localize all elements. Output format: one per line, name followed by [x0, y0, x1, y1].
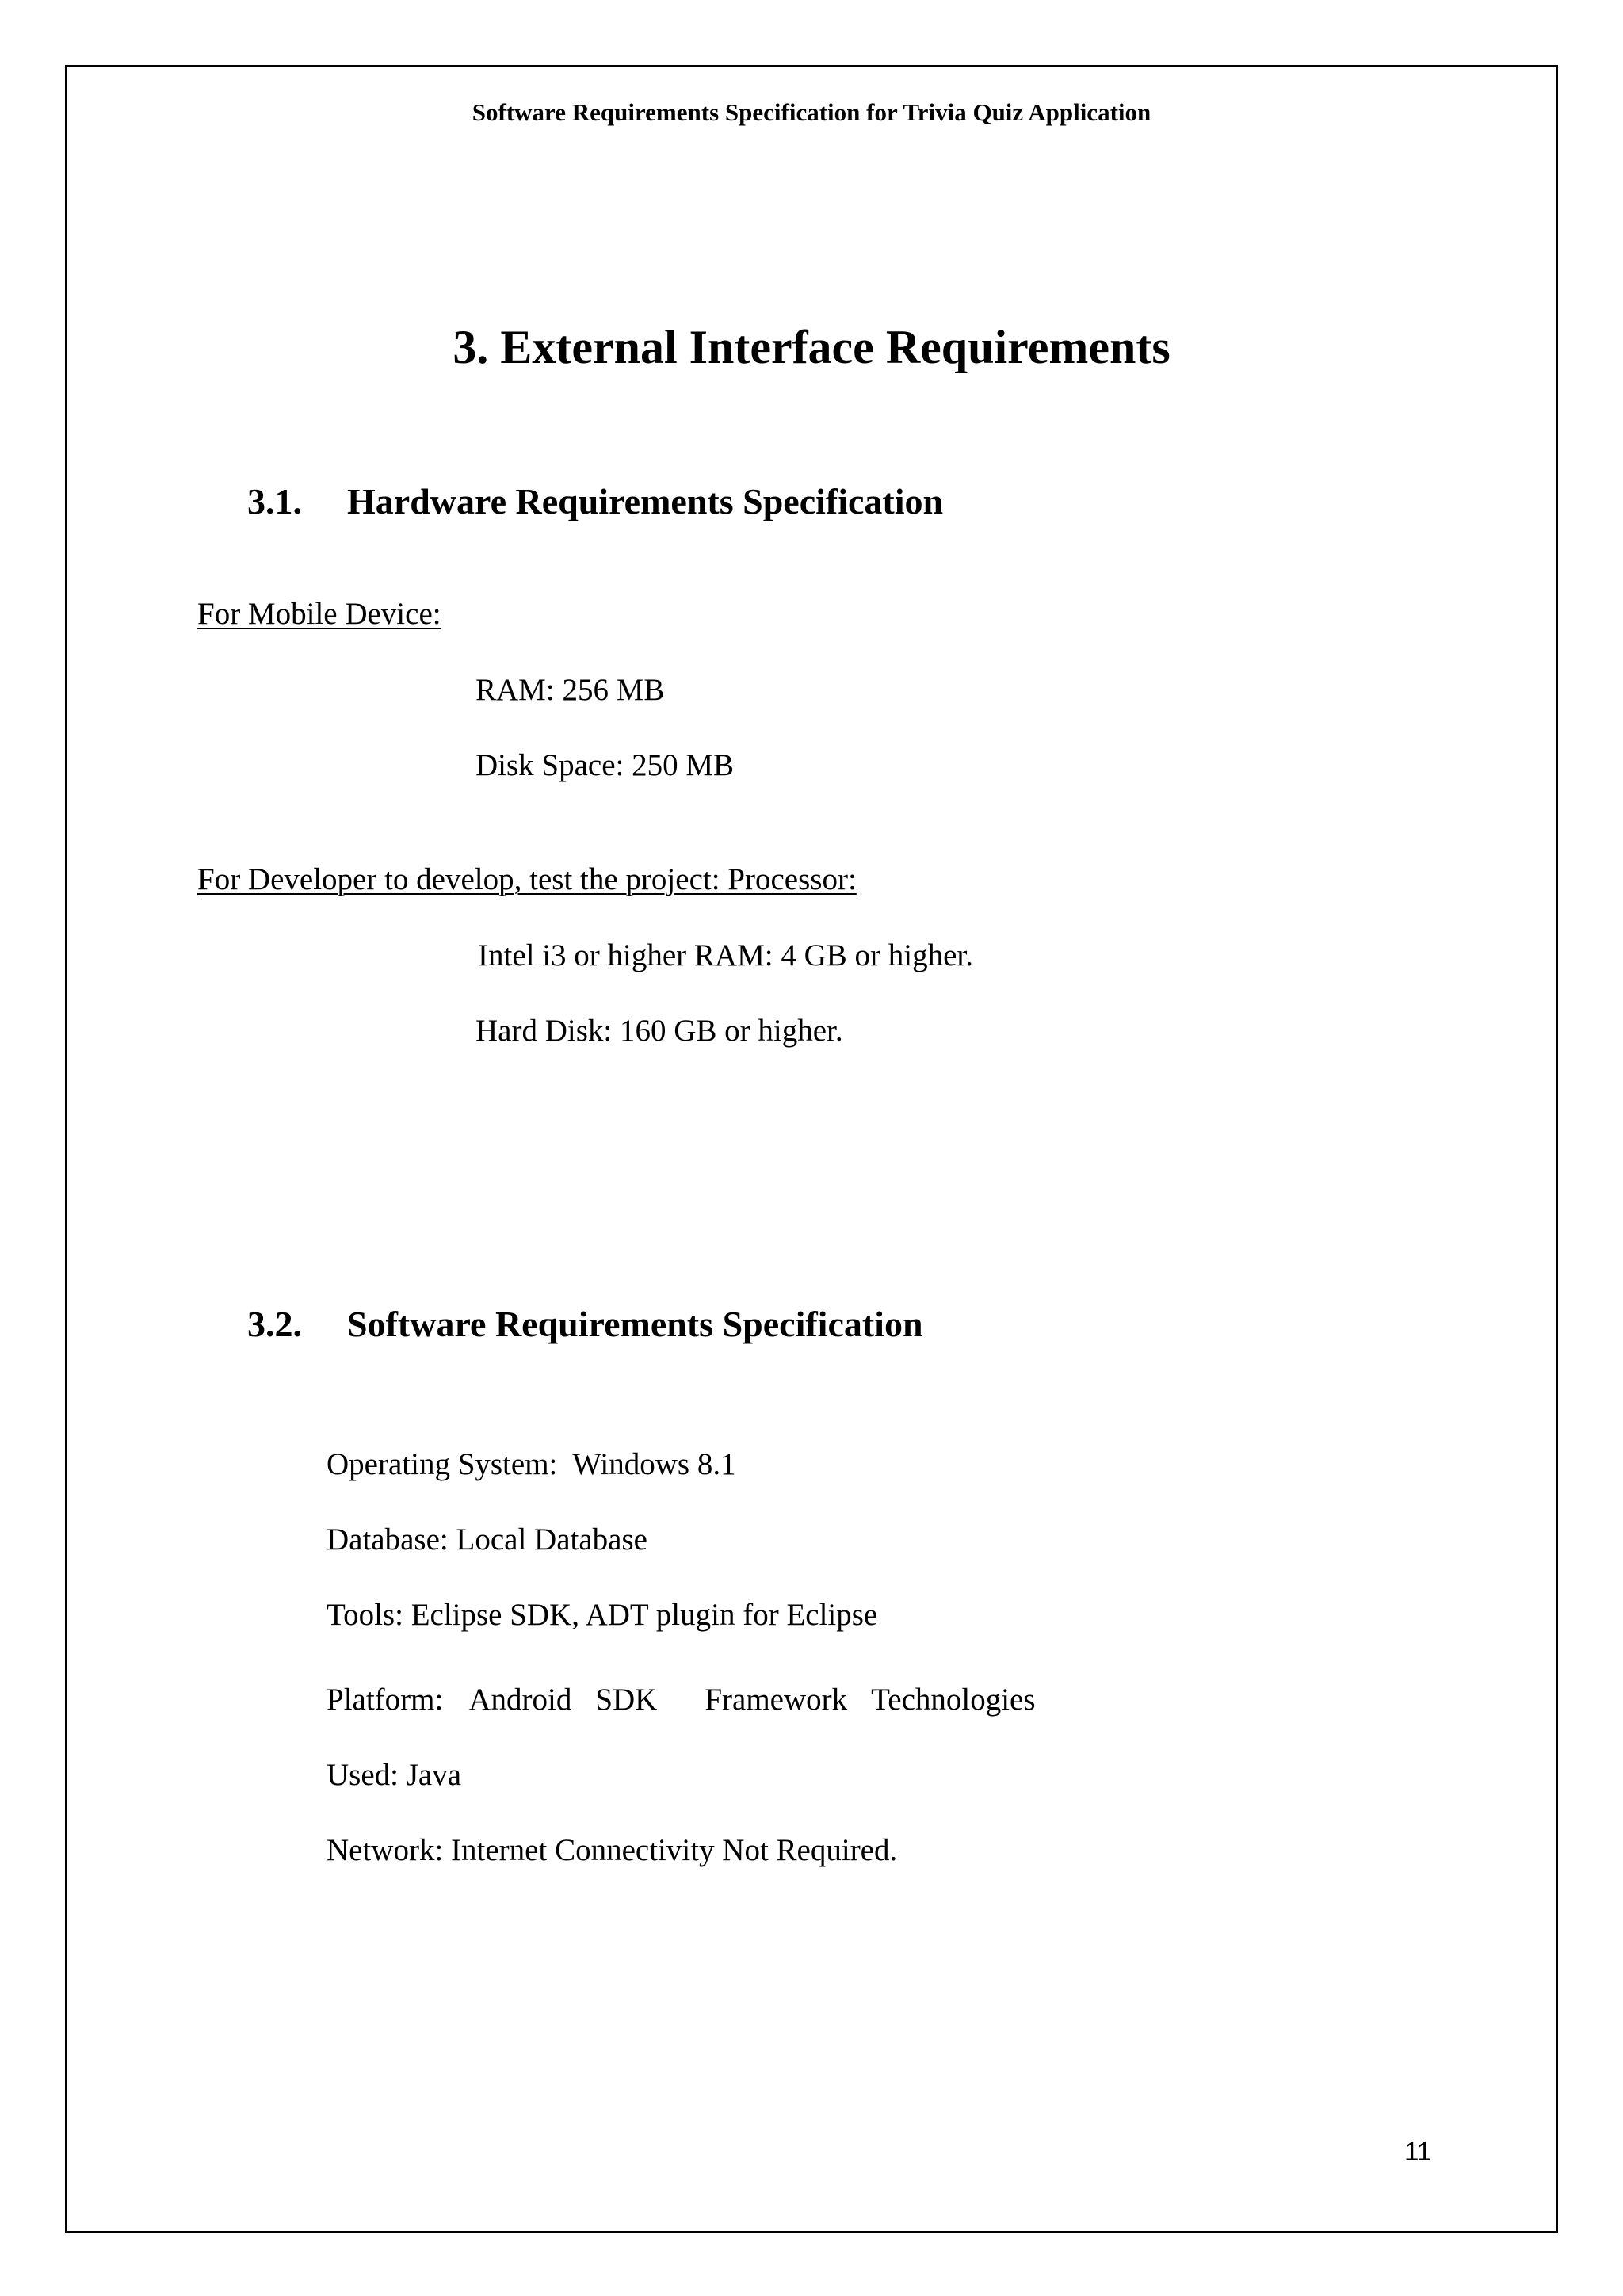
running-header: Software Requirements Specification for Trivia Quiz Application	[472, 98, 1151, 126]
developer-processor-item: Intel i3 or higher RAM: 4 GB or higher.	[478, 938, 974, 972]
mobile-device-label: For Mobile Device:	[197, 597, 441, 631]
software-os-item: Operating System: Windows 8.1	[327, 1447, 736, 1481]
platform-label: Platform:	[327, 1683, 444, 1717]
hardware-section-title: Hardware Requirements Specification	[347, 481, 944, 521]
software-database-item: Database: Local Database	[327, 1522, 647, 1557]
chapter-title: 3. External Interface Requirements	[453, 321, 1170, 373]
platform-technologies: Technologies	[871, 1683, 1036, 1717]
software-network-item: Network: Internet Connectivity Not Required.	[327, 1833, 898, 1867]
platform-sdk: SDK	[595, 1683, 658, 1717]
page-border	[65, 65, 1558, 2233]
hardware-section-heading	[247, 483, 943, 520]
software-tools-item: Tools: Eclipse SDK, ADT plugin for Eclipse	[327, 1598, 878, 1632]
software-section-number: 3.2.	[247, 1304, 302, 1344]
software-section-heading	[247, 1306, 923, 1343]
developer-disk-item: Hard Disk: 160 GB or higher.	[475, 1014, 843, 1048]
platform-android: Android	[468, 1683, 572, 1717]
software-section-title: Software Requirements Specification	[347, 1304, 923, 1344]
hardware-section-number: 3.1.	[247, 481, 302, 521]
platform-framework: Framework	[705, 1683, 848, 1717]
page-number: 11	[1404, 2137, 1432, 2166]
mobile-disk-item: Disk Space: 250 MB	[475, 748, 735, 782]
developer-label: For Developer to develop, test the project: Processor:	[197, 862, 857, 896]
software-platform-item	[327, 1684, 1036, 1715]
mobile-ram-item: RAM: 256 MB	[475, 673, 665, 707]
software-used-item: Used: Java	[327, 1758, 462, 1792]
